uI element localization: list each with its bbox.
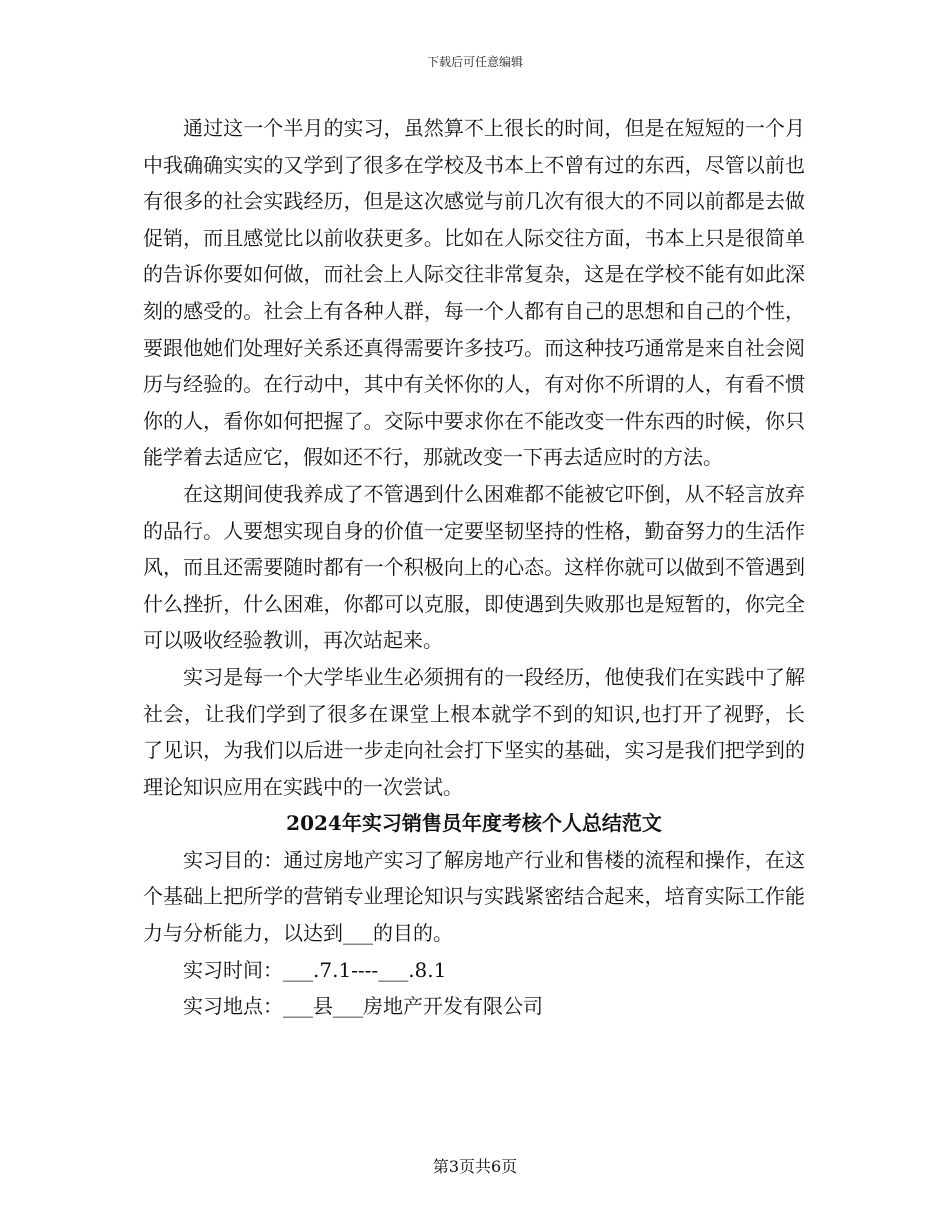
page-header: 下载后可任意编辑 <box>426 55 523 69</box>
paragraph: 通过这一个半月的实习，虽然算不上很长的时间，但是在短短的一个月中我确确实实的又学到了很多在学校及书本上不曾有过的东西，尽管以前也有很多的社会实践经历，但是这次感觉与前几次有很大的不同以前都是去做促销，而且感觉比以前收获更多。比如在人际交往方面，书本上只是很简单的告诉你要如何做，而社会上人际交往非常复杂，这是在学校不能有如此深刻的感受的。社会上有各种人群，每一个人都有自己的思想和自己的个性，要跟他她们处理好关系还真得需要许多技巧。而这种技巧通常是来自社会阅历与经验的。在行动中，其中有关怀你的人，有对你不所谓的人，有看不惯你的人，看你如何把握了。交际中要求你在不能改变一件东西的时候，你只能学着去适应它，假如还不行，那就改变一下再去适应时的方法。 <box>143 116 805 470</box>
section-title: 2024年实习销售员年度考核个人总结范文 <box>286 811 662 836</box>
paragraph: 实习地点：___县___房地产开发有限公司 <box>183 994 543 1019</box>
document-body <box>143 110 805 1025</box>
paragraph: 实习是每一个大学毕业生必须拥有的一段经历，他使我们在实践中了解社会，让我们学到了很多在课堂上根本就学不到的知识,也打开了视野，长了见识，为我们以后进一步走向社会打下坚实的基础，实习是我们把学到的理论知识应用在实践中的一次尝试。 <box>143 664 805 799</box>
paragraph: 实习目的：通过房地产实习了解房地产行业和售楼的流程和操作，在这个基础上把所学的营销专业理论知识与实践紧密结合起来，培育实际工作能力与分析能力，以达到___的目的。 <box>143 847 805 946</box>
page-footer: 第3页共6页 <box>432 1157 518 1176</box>
paragraph: 实习时间：___.7.1----___.8.1 <box>183 957 447 982</box>
paragraph: 在这期间使我养成了不管遇到什么困难都不能被它吓倒，从不轻言放弃的品行。人要想实现自身的价值一定要坚韧坚持的性格，勤奋努力的生活作风，而且还需要随时都有一个积极向上的心态。这样你就可以做到不管遇到什么挫折，什么困难，你都可以克服，即使遇到失败那也是短暂的，你完全可以吸收经验教训，再次站起来。 <box>143 481 805 653</box>
